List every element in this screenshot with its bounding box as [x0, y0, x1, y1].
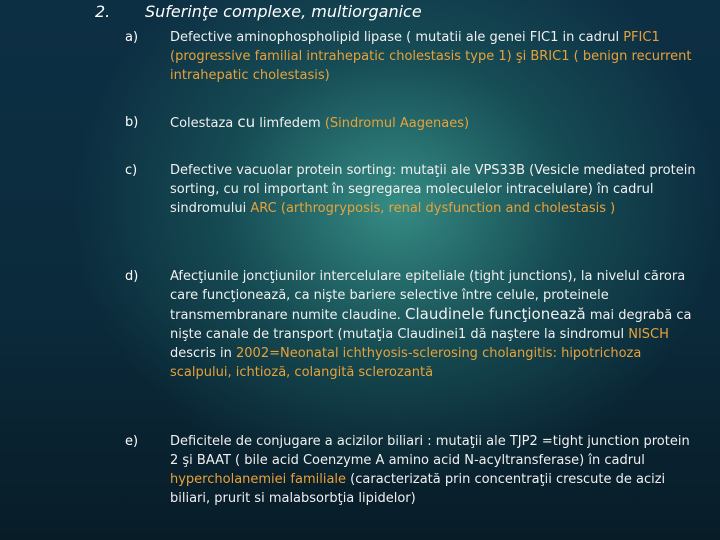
text-segment-highlight: BRIC1 ( benign recurrent intrahepatic cholestasis) — [170, 49, 692, 83]
section-number: 2. — [95, 2, 111, 21]
text-segment: Defective vacuolar protein sorting: mutaţii ale VPS33B (Vesicle mediated protein sorting, cu rol important în segregarea moleculelor intracelulare) în cadrul sindromului — [170, 163, 696, 216]
text-segment-highlight: (Sindromul Aagenaes) — [324, 116, 470, 131]
text-segment: descris in — [170, 346, 237, 361]
text-segment-large: Claudinele funcţionează — [405, 305, 586, 323]
text-segment-large: cu — [237, 113, 256, 131]
item-letter: e) — [125, 434, 139, 449]
item-letter: c) — [125, 163, 138, 178]
text-segment: Colestaza — [170, 116, 238, 131]
text-segment: Deficitele de conjugare a acizilor biliari : mutaţii ale TJP2 =tight junction protein 2 şi BAAT ( bile acid Coenzyme A amino acid N-acyltransferase) în cadrul — [170, 434, 690, 468]
text-segment-highlight: ARC (arthrogryposis, renal dysfunction and cholestasis ) — [250, 201, 616, 216]
text-segment-highlight: şi — [511, 49, 531, 64]
section-title: Suferinţe complexe, multiorganice — [145, 2, 422, 21]
text-segment: limfedem — [255, 116, 325, 131]
text-segment: mai degrabă ca nişte canale de transport (mutaţia Claudinei1 dă naştere la sindromul — [170, 308, 692, 342]
item-letter: d) — [125, 269, 139, 284]
item-text — [170, 267, 700, 382]
text-segment: Defective aminophospholipid lipase ( mutatii ale genei FIC1 in cadrul — [170, 30, 624, 45]
item-text — [170, 161, 700, 218]
item-text — [170, 432, 700, 508]
text-segment-highlight: hypercholanemiei familiale — [170, 472, 347, 487]
item-letter: b) — [125, 115, 139, 130]
section-heading — [0, 0, 720, 26]
text-segment-highlight: 2002=Neonatal ichthyosis-sclerosing cholangitis: hipotrichoza scalpului, ichtioză, colangită sclerozantă — [170, 346, 642, 380]
text-segment: Afecţiunile joncţiunilor intercelulare epiteliale (tight junctions), la nivelul cărora care funcţionează, ca nişte bariere selective între celule, proteinele transmembranare numite claudine. — [170, 269, 686, 323]
item-letter: a) — [125, 30, 139, 45]
text-segment-highlight: PFIC1 (progressive familial intrahepatic cholestasis type 1) — [170, 30, 660, 64]
item-text — [170, 28, 700, 85]
item-text — [170, 113, 700, 133]
text-segment-highlight: NISCH — [628, 327, 669, 342]
text-segment: (caracterizată prin concentraţii crescute de acizi biliari, prurit si malabsorbţia lipidelor) — [170, 472, 666, 506]
